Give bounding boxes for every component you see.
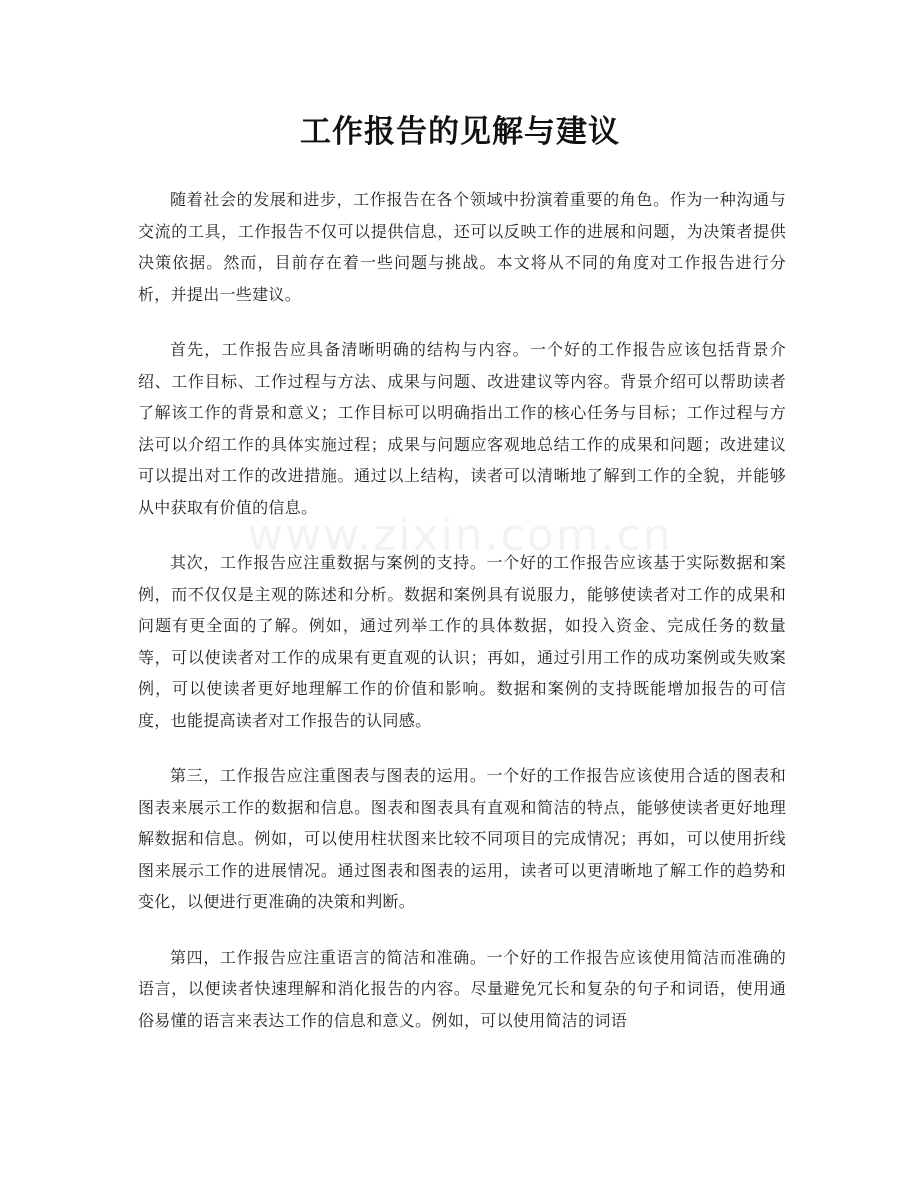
paragraph-charts: 第三，工作报告应注重图表与图表的运用。一个好的工作报告应该使用合适的图表和图表来展示工作的数据和信息。图表和图表具有直观和简洁的特点，能够使读者更好地理解数据和信息。例如，可以使用柱状图来比较不同项目的完成情况；再如，可以使用折线图来展示工作的进展情况。通过图表和图表的运用，读者可以更清晰地了解工作的趋势和变化，以便进行更准确的决策和判断。 [138,766,786,911]
paragraph-language: 第四，工作报告应注重语言的简洁和准确。一个好的工作报告应该使用简洁而准确的语言，以便读者快速理解和消化报告的内容。尽量避免冗长和复杂的句子和词语，使用通俗易懂的语言来表达工作的信息和意义。例如，可以使用简洁的词语 [138,947,786,1030]
document-title: 工作报告的见解与建议 [300,114,620,150]
paragraph-structure: 首先，工作报告应具备清晰明确的结构与内容。一个好的工作报告应该包括背景介绍、工作目标、工作过程与方法、成果与问题、改进建议等内容。背景介绍可以帮助读者了解该工作的背景和意义；工作目标可以明确指出工作的核心任务与目标；工作过程与方法可以介绍工作的具体实施过程；成果与问题应客观地总结工作的成果和问题；改进建议可以提出对工作的改进措施。通过以上结构，读者可以清晰地了解到工作的全貌，并能够从中获取有价值的信息。 [138,340,786,517]
paragraph-intro: 随着社会的发展和进步，工作报告在各个领域中扮演着重要的角色。作为一种沟通与交流的工具，工作报告不仅可以提供信息，还可以反映工作的进展和问题，为决策者提供决策依据。然而，目前存在着一些问题与挑战。本文将从不同的角度对工作报告进行分析，并提出一些建议。 [138,190,786,304]
document-body [138,184,786,1060]
paragraph-data-cases: 其次，工作报告应注重数据与案例的支持。一个好的工作报告应该基于实际数据和案例，而不仅仅是主观的陈述和分析。数据和案例具有说服力，能够使读者对工作的成果和问题有更全面的了解。例如，通过列举工作的具体数据，如投入资金、完成任务的数量等，可以使读者对工作的成果有更直观的认识；再如，通过引用工作的成功案例或失败案例，可以使读者更好地理解工作的价值和影响。数据和案例的支持既能增加报告的可信度，也能提高读者对工作报告的认同感。 [138,553,786,730]
watermark: www.zixin.com.cn [247,510,673,561]
